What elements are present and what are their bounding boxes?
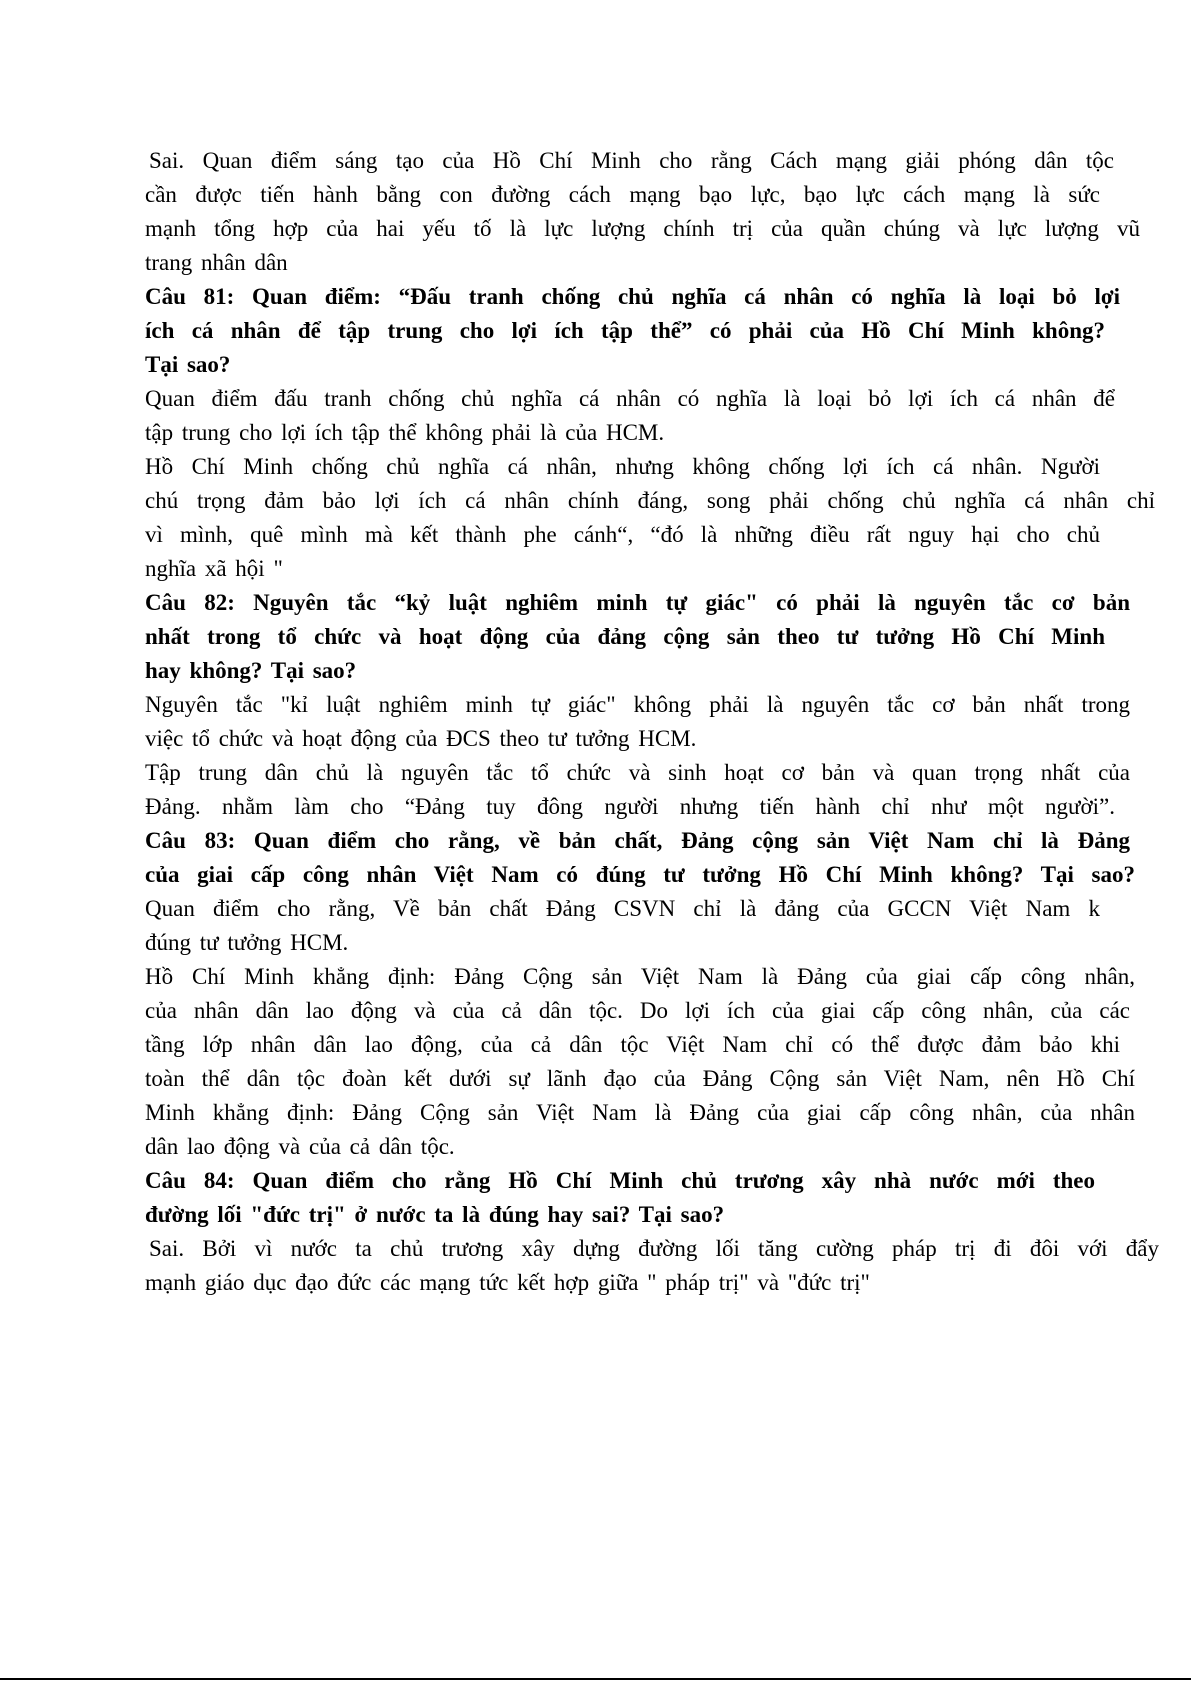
question-heading-line: Câu 82: Nguyên tắc “kỷ luật nghiêm minh tự giác" có phải là nguyên tắc cơ bản bbox=[145, 590, 1130, 615]
paragraph-line: tầng lớp nhân dân lao động, của cả dân tộc Việt Nam chỉ có thể được đảm bảo khi bbox=[145, 1032, 1120, 1057]
question-heading-line: nhất trong tổ chức và hoạt động của đảng cộng sản theo tư tưởng Hồ Chí Minh bbox=[145, 624, 1105, 649]
question-heading-line: hay không? Tại sao? bbox=[145, 658, 357, 683]
paragraph-line: Hồ Chí Minh chống chủ nghĩa cá nhân, nhưng không chống lợi ích cá nhân. Người bbox=[145, 454, 1100, 479]
paragraph-line: nghĩa xã hội " bbox=[145, 556, 283, 581]
paragraph-line: trang nhân dân bbox=[145, 250, 288, 275]
paragraph-line: Nguyên tắc "kỉ luật nghiêm minh tự giác" không phải là nguyên tắc cơ bản nhất trong bbox=[145, 692, 1130, 717]
paragraph-line: Tập trung dân chủ là nguyên tắc tổ chức và sinh hoạt cơ bản và quan trọng nhất của bbox=[145, 760, 1130, 785]
paragraph-line: Quan điểm đấu tranh chống chủ nghĩa cá nhân có nghĩa là loại bỏ lợi ích cá nhân để bbox=[145, 386, 1115, 411]
question-heading-line: Tại sao? bbox=[145, 352, 231, 377]
question-heading-line: ích cá nhân để tập trung cho lợi ích tập thể” có phải của Hồ Chí Minh không? bbox=[145, 318, 1105, 343]
paragraph-line: Quan điểm cho rằng, Về bản chất Đảng CSVN chỉ là đảng của GCCN Việt Nam k bbox=[145, 896, 1100, 921]
paragraph-line: chú trọng đảm bảo lợi ích cá nhân chính đáng, song phải chống chủ nghĩa cá nhân chỉ bbox=[145, 488, 1155, 513]
paragraph-line: Minh khẳng định: Đảng Cộng sản Việt Nam là Đảng của giai cấp công nhân, của nhân bbox=[145, 1100, 1135, 1125]
paragraph-line: Hồ Chí Minh khẳng định: Đảng Cộng sản Việt Nam là Đảng của giai cấp công nhân, bbox=[145, 964, 1135, 989]
question-heading-line: Câu 84: Quan điểm cho rằng Hồ Chí Minh chủ trương xây nhà nước mới theo bbox=[145, 1168, 1095, 1193]
question-heading-line: đường lối "đức trị" ở nước ta là đúng hay sai? Tại sao? bbox=[145, 1202, 725, 1227]
paragraph-line: toàn thể dân tộc đoàn kết dưới sự lãnh đạo của Đảng Cộng sản Việt Nam, nên Hồ Chí bbox=[145, 1066, 1135, 1091]
question-heading-line: Câu 81: Quan điểm: “Đấu tranh chống chủ nghĩa cá nhân có nghĩa là loại bỏ lợi bbox=[145, 284, 1120, 309]
question-heading-line: Câu 83: Quan điểm cho rằng, về bản chất, Đảng cộng sản Việt Nam chỉ là Đảng bbox=[145, 828, 1130, 853]
paragraph-line: tập trung cho lợi ích tập thể không phải là của HCM. bbox=[145, 420, 665, 445]
paragraph-line: việc tổ chức và hoạt động của ĐCS theo tư tưởng HCM. bbox=[145, 726, 697, 751]
paragraph-line: vì mình, quê mình mà kết thành phe cánh“, “đó là những điều rất nguy hại cho chủ bbox=[145, 522, 1100, 547]
paragraph-line: Sai. Quan điểm sáng tạo của Hồ Chí Minh cho rằng Cách mạng giải phóng dân tộc bbox=[149, 148, 1114, 173]
paragraph-line: Sai. Bởi vì nước ta chủ trương xây dựng đường lối tăng cường pháp trị đi đôi với đẩy bbox=[149, 1236, 1159, 1261]
question-heading-line: của giai cấp công nhân Việt Nam có đúng tư tưởng Hồ Chí Minh không? Tại sao? bbox=[145, 862, 1135, 887]
paragraph-line: Đảng. nhằm làm cho “Đảng tuy đông người nhưng tiến hành chỉ như một người”. bbox=[145, 794, 1115, 819]
paragraph-line: cần được tiến hành bằng con đường cách mạng bạo lực, bạo lực cách mạng là sức bbox=[145, 182, 1100, 207]
page-bottom-rule bbox=[0, 1678, 1191, 1680]
paragraph-line: của nhân dân lao động và của cả dân tộc. Do lợi ích của giai cấp công nhân, của các bbox=[145, 998, 1130, 1023]
paragraph-line: mạnh tổng hợp của hai yếu tố là lực lượng chính trị của quần chúng và lực lượng vũ bbox=[145, 216, 1140, 241]
paragraph-line: dân lao động và của cả dân tộc. bbox=[145, 1134, 455, 1159]
paragraph-line: mạnh giáo dục đạo đức các mạng tức kết hợp giữa " pháp trị" và "đức trị" bbox=[145, 1270, 870, 1295]
paragraph-line: đúng tư tưởng HCM. bbox=[145, 930, 349, 955]
